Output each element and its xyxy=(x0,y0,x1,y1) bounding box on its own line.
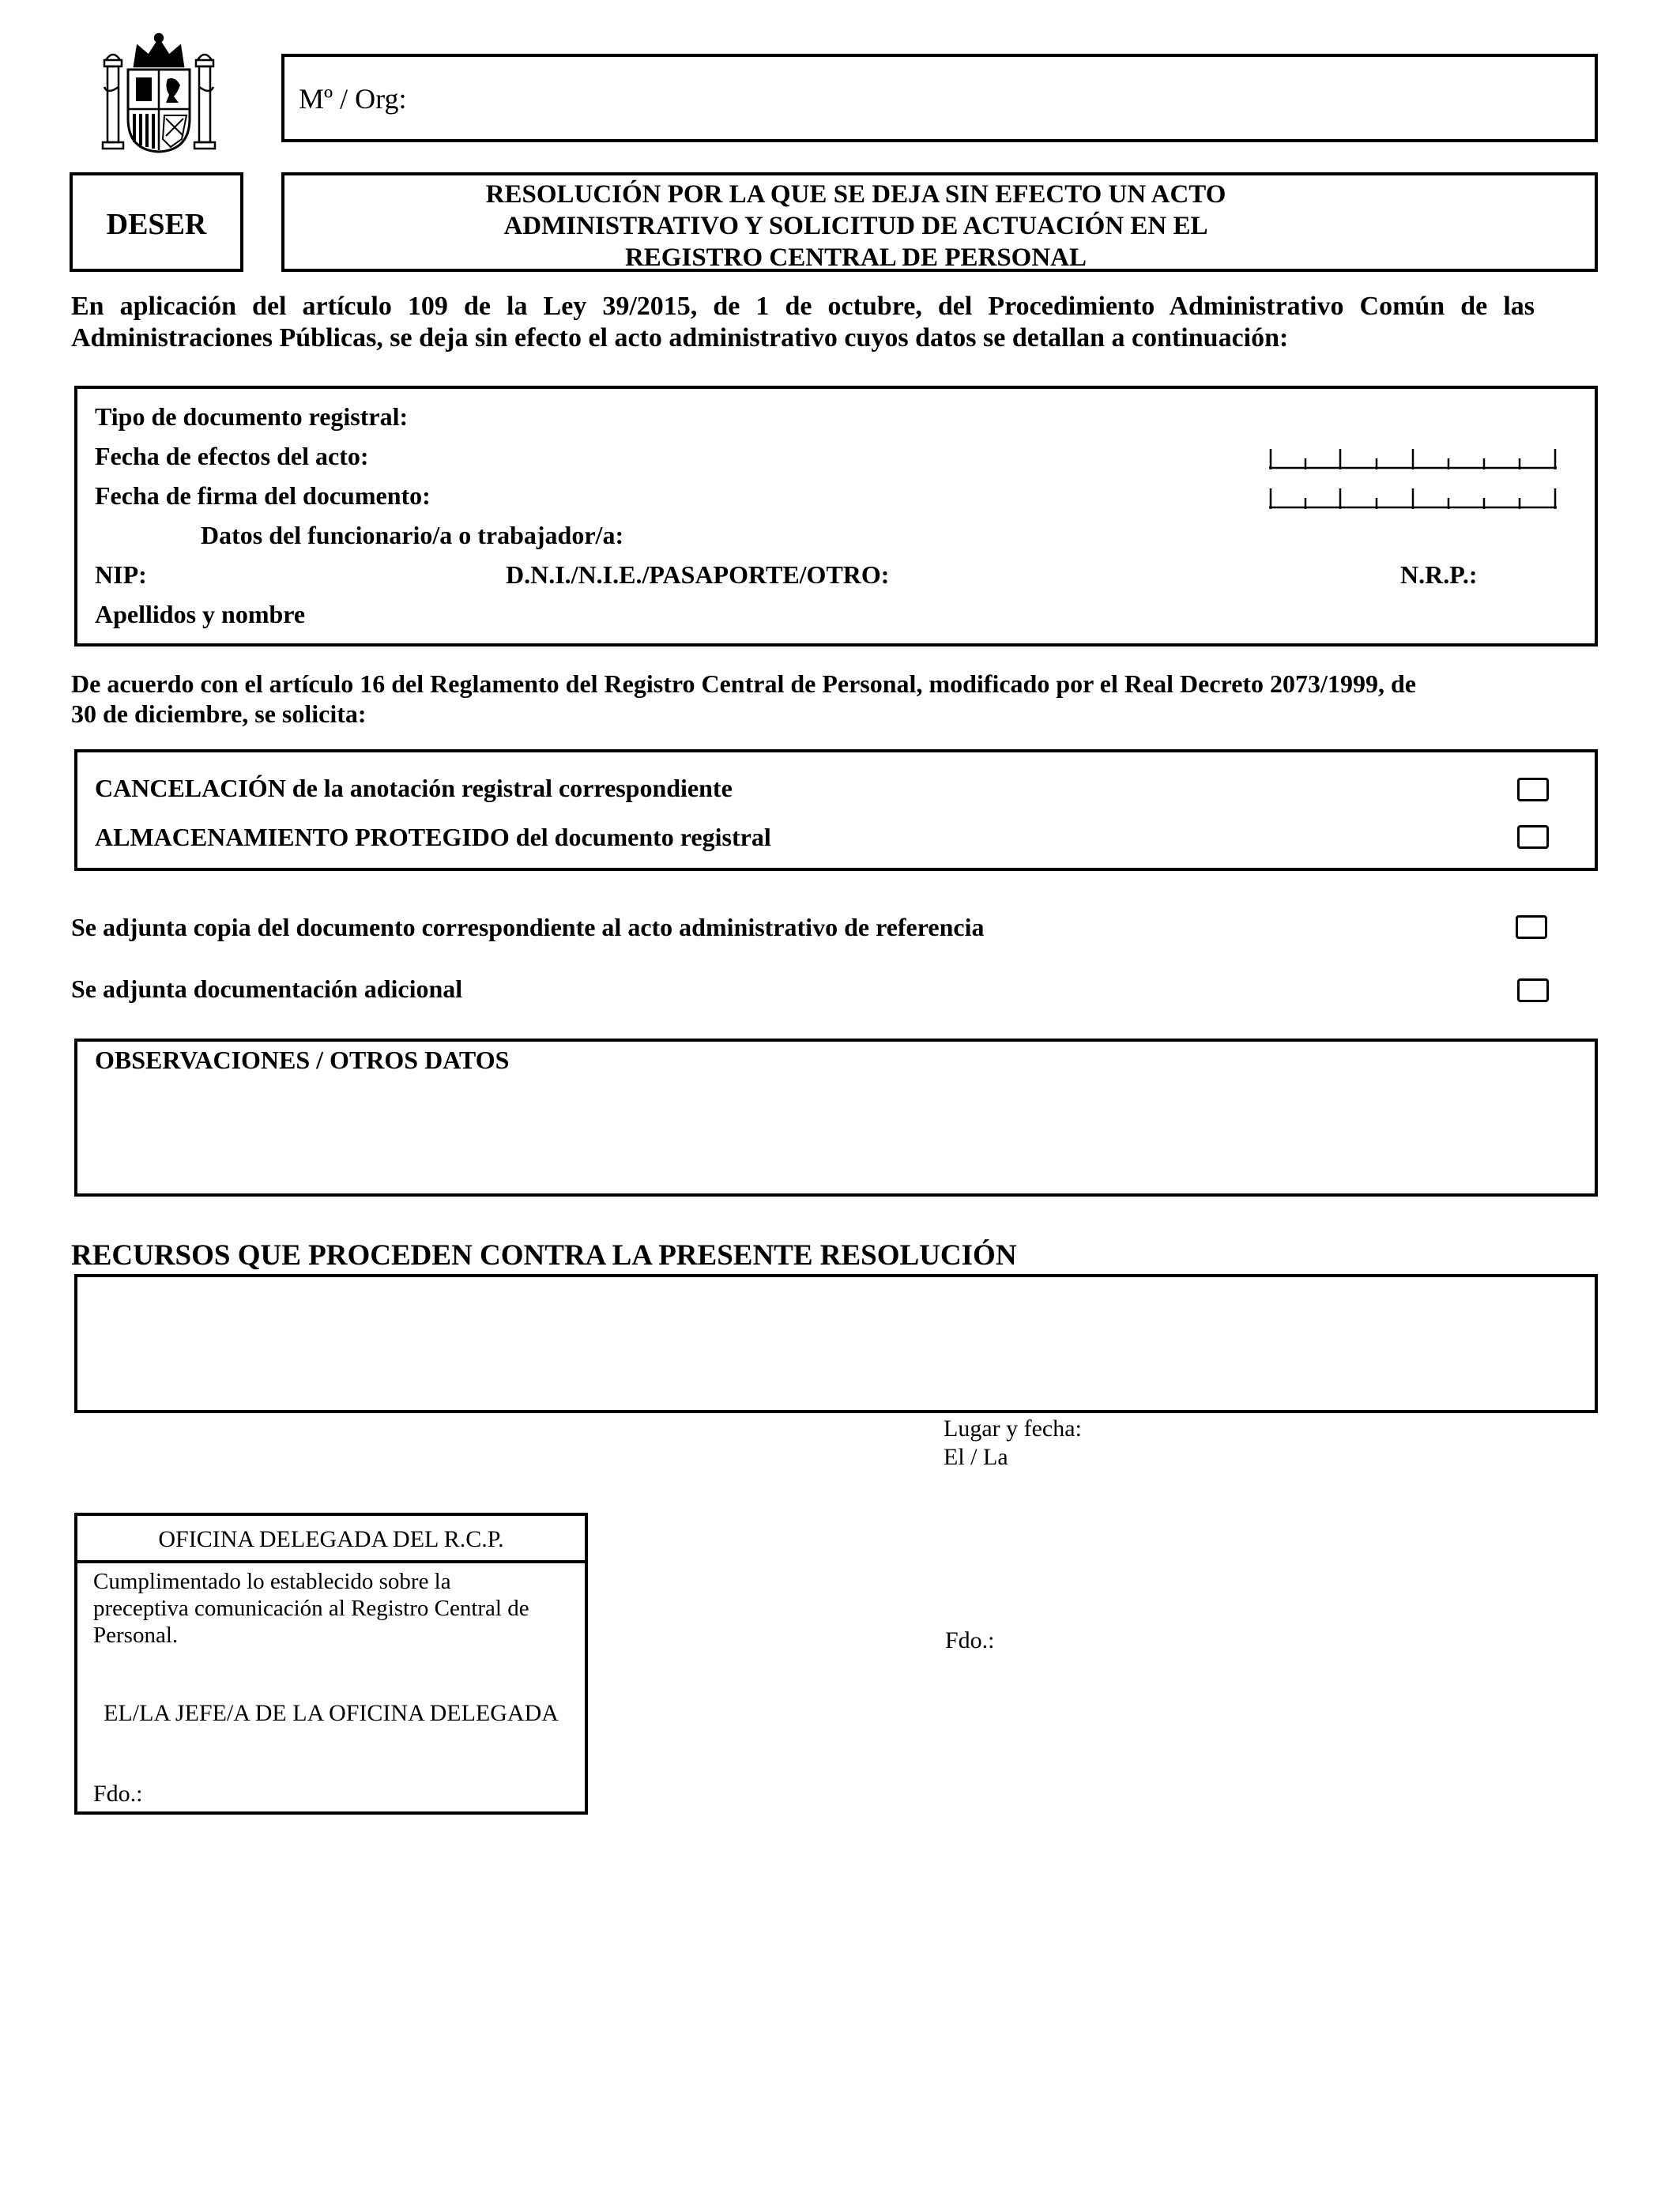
apellidos-nombre-label: Apellidos y nombre xyxy=(95,600,306,628)
lugar-fecha-label: Lugar y fecha: xyxy=(944,1416,1082,1442)
oficina-delegada-box xyxy=(74,1513,588,1815)
form-code-box xyxy=(70,172,243,272)
jefe-oficina-label: EL/LA JEFE/A DE LA OFICINA DELEGADA xyxy=(104,1700,559,1726)
nip-label: NIP: xyxy=(95,560,147,589)
fecha-efectos-label: Fecha de efectos del acto: xyxy=(95,442,369,470)
articulo-line-2: 30 de diciembre, se solicita: xyxy=(71,699,367,728)
title-line-1: RESOLUCIÓN POR LA QUE SE DEJA SIN EFECTO UN ACTO xyxy=(485,180,1226,209)
dni-label: D.N.I./N.I.E./PASAPORTE/OTRO: xyxy=(506,560,890,589)
observaciones-title: OBSERVACIONES / OTROS DATOS xyxy=(95,1046,510,1074)
ministry-org-label: Mº / Org: xyxy=(299,83,407,115)
adjunta-copia-checkbox[interactable] xyxy=(1516,915,1547,939)
oficina-text xyxy=(93,1568,529,1649)
oficina-delegada-title: OFICINA DELEGADA DEL R.C.P. xyxy=(158,1526,504,1552)
oficina-divider xyxy=(77,1560,585,1563)
fecha-firma-input[interactable] xyxy=(1269,488,1558,509)
articulo-paragraph xyxy=(71,669,1573,729)
tipo-documento-label: Tipo de documento registral: xyxy=(95,402,409,431)
intro-line-1: En aplicación del artículo 109 de la Ley 39/2015, de 1 de octubre, del Procedimiento Administrativo Común de las xyxy=(71,292,1535,321)
fecha-firma-label: Fecha de firma del documento: xyxy=(95,481,431,510)
datos-funcionario-label: Datos del funcionario/a o trabajador/a: xyxy=(201,521,624,549)
almacenamiento-checkbox[interactable] xyxy=(1517,825,1549,849)
cancelacion-keyword: CANCELACIÓN xyxy=(95,774,286,802)
nrp-label: N.R.P.: xyxy=(1400,560,1478,589)
recursos-box[interactable] xyxy=(74,1274,1598,1413)
oficina-fdo-label: Fdo.: xyxy=(93,1781,143,1807)
acto-data-box xyxy=(74,386,1598,647)
solicitud-box xyxy=(74,749,1598,871)
cancelacion-checkbox[interactable] xyxy=(1517,778,1549,801)
adjunta-adicional-label: Se adjunta documentación adicional xyxy=(71,974,463,1003)
cancelacion-option xyxy=(95,773,733,803)
recursos-title: RECURSOS QUE PROCEDEN CONTRA LA PRESENTE RESOLUCIÓN xyxy=(71,1239,1017,1272)
observaciones-box[interactable] xyxy=(74,1039,1598,1197)
oficina-text-line-1: Cumplimentado lo establecido sobre la xyxy=(93,1569,451,1594)
title-line-3: REGISTRO CENTRAL DE PERSONAL xyxy=(624,243,1087,272)
oficina-text-line-2: preceptiva comunicación al Registro Central de xyxy=(93,1596,529,1621)
intro-line-2: Administraciones Públicas, se deja sin efecto el acto administrativo cuyos datos se detallan a continuación: xyxy=(71,323,1289,352)
fdo-label: Fdo.: xyxy=(945,1627,995,1653)
fecha-efectos-input[interactable] xyxy=(1269,449,1558,469)
almacenamiento-keyword: ALMACENAMIENTO PROTEGIDO xyxy=(95,823,510,851)
adjunta-adicional-checkbox[interactable] xyxy=(1517,978,1549,1002)
form-title xyxy=(284,179,1427,273)
almacenamiento-text: del documento registral xyxy=(509,823,771,851)
articulo-line-1: De acuerdo con el artículo 16 del Reglamento del Registro Central de Personal, modificado por el Real Decreto 2073/1999, de xyxy=(71,669,1416,698)
adjunta-copia-label: Se adjunta copia del documento correspondiente al acto administrativo de referencia xyxy=(71,913,985,941)
coat-of-arms-spain-icon xyxy=(101,32,217,155)
almacenamiento-option xyxy=(95,822,771,852)
oficina-text-line-3: Personal. xyxy=(93,1623,179,1648)
cancelacion-text: de la anotación registral correspondiente xyxy=(285,774,733,802)
title-box xyxy=(281,172,1598,272)
title-line-2: ADMINISTRATIVO Y SOLICITUD DE ACTUACIÓN EN EL xyxy=(503,212,1208,240)
intro-paragraph xyxy=(71,291,1535,354)
ministry-org-box[interactable] xyxy=(281,54,1598,142)
el-la-label: El / La xyxy=(944,1444,1008,1470)
form-code: DESER xyxy=(106,208,207,241)
